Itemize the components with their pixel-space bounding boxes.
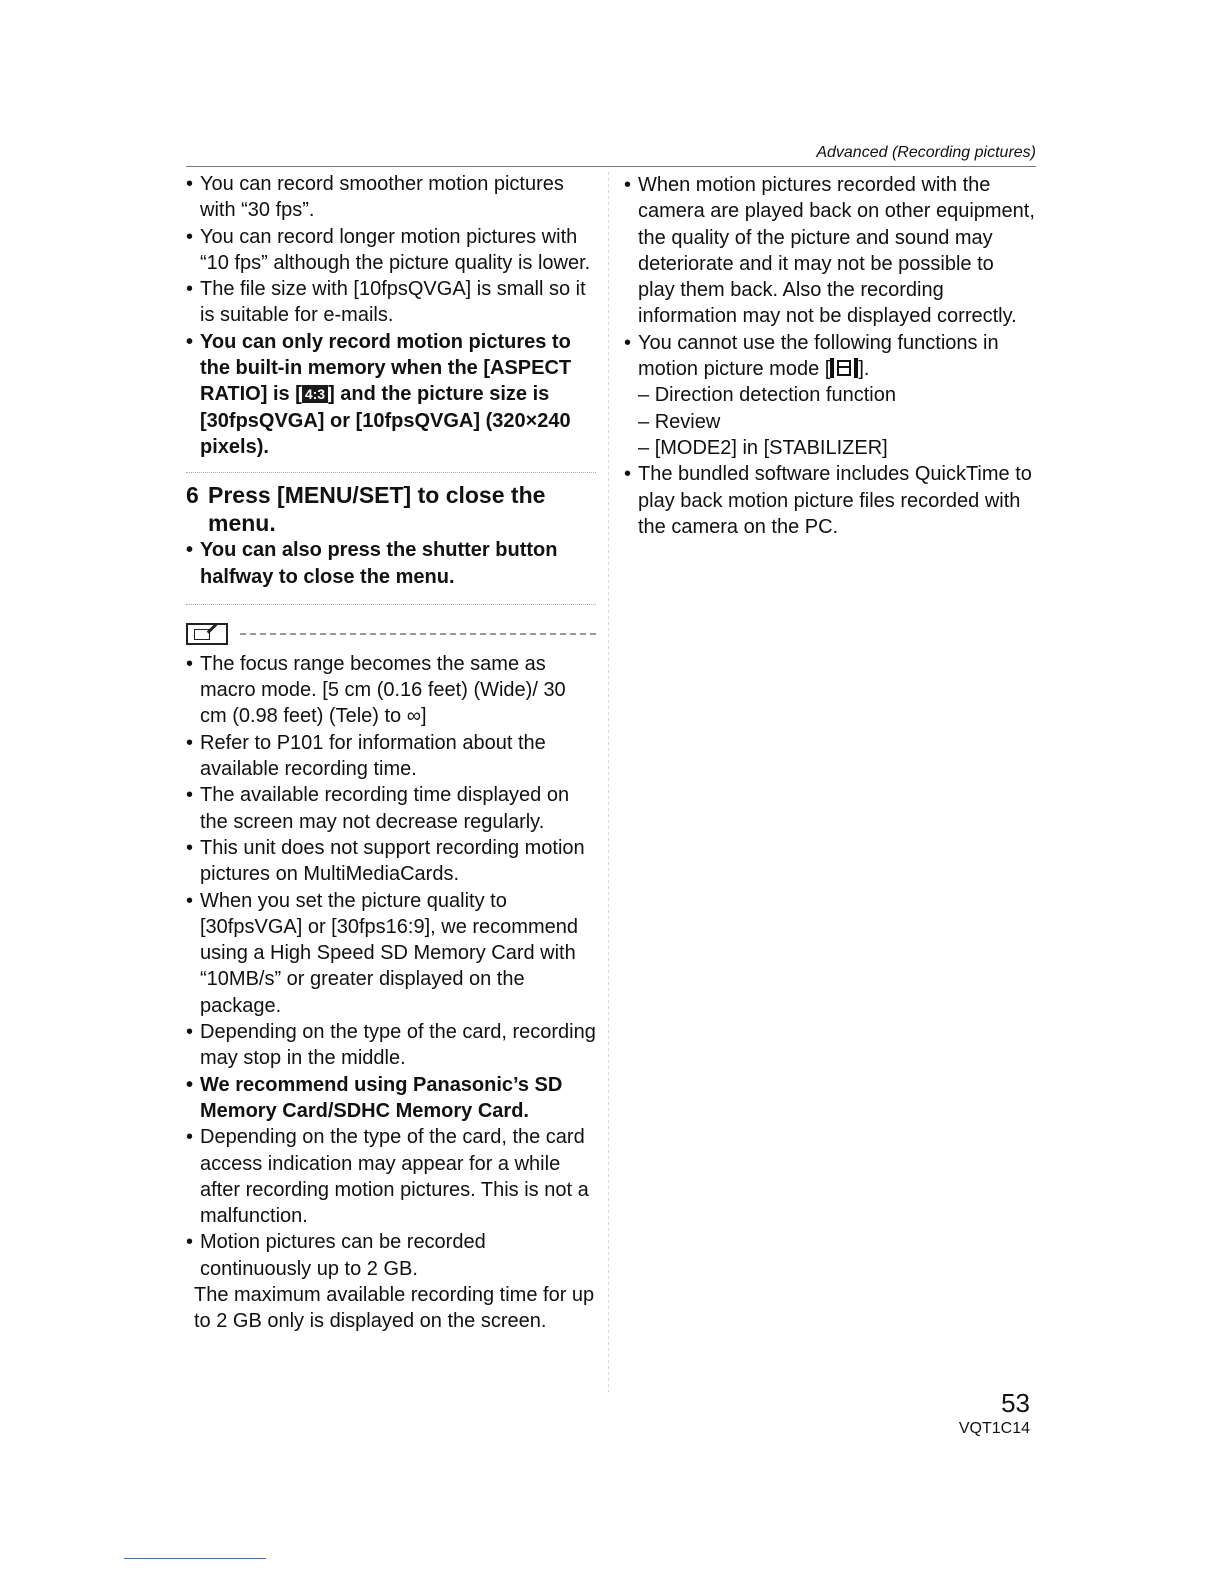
dash-item: – [MODE2] in [STABILIZER]	[638, 436, 888, 459]
note-dashed-rule	[240, 633, 596, 635]
right-bullet-text-1: You cannot use the following functions in motion picture mode [	[638, 331, 999, 381]
step-6	[186, 481, 596, 537]
right-column	[624, 172, 1036, 540]
note-item: • The focus range becomes the same as macro mode. [5 cm (0.16 feet) (Wide)/ 30 cm (0.98 feet) (Tele) to ∞]	[186, 651, 596, 730]
note-item: • Depending on the type of the card, recording may stop in the middle.	[186, 1019, 596, 1072]
step-text: Press [MENU/SET] to close the menu.	[208, 482, 546, 537]
step-sub-bullet: • You can also press the shutter button halfway to close the menu.	[186, 537, 596, 590]
note-item: • Refer to P101 for information about the available recording time.	[186, 730, 596, 783]
motion-picture-mode-icon	[830, 358, 858, 378]
right-bullet: • When motion pictures recorded with the camera are played back on other equipment, the quality of the picture and sound may deteriorate and it may not be possible to play them back. Also the recording information may not be displayed correctly.	[624, 172, 1036, 330]
dotted-divider	[186, 472, 596, 473]
bold-bullet-text-1: You can only record motion pictures to the built-in memory when the [ASPECT RATIO] is [	[200, 330, 572, 406]
bold-bullet-text-2: ] and the picture size is [30fpsQVGA] or [10fpsQVGA] (320×240 pixels).	[200, 383, 571, 458]
aspect-ratio-4-3-icon: 4:3	[302, 385, 328, 403]
document-code: VQT1C14	[958, 1420, 1030, 1437]
left-column	[186, 171, 596, 1335]
right-bullet	[624, 330, 1036, 383]
right-bullet-list-2	[624, 461, 1036, 540]
column-divider	[608, 172, 609, 1392]
right-bullet-text-2: ].	[858, 358, 870, 381]
intro-bullet-list	[186, 171, 596, 460]
note-item-bold: • We recommend using Panasonic’s SD Memory Card/SDHC Memory Card.	[186, 1072, 596, 1125]
notes-list	[186, 651, 596, 1282]
footer-rule	[124, 1558, 266, 1559]
note-item: • This unit does not support recording motion pictures on MultiMediaCards.	[186, 835, 596, 888]
intro-bullet: • You can record longer motion pictures with “10 fps” although the picture quality is lower.	[186, 224, 596, 277]
note-item: • Motion pictures can be recorded continuously up to 2 GB.	[186, 1229, 596, 1282]
right-bullet-list	[624, 172, 1036, 382]
notes-tail: The maximum available recording time for up to 2 GB only is displayed on the screen.	[194, 1283, 595, 1333]
step-sub-list	[186, 537, 596, 590]
intro-bullet: • You can record smoother motion pictures with “30 fps”.	[186, 171, 596, 224]
note-icon	[186, 623, 228, 645]
header-rule	[186, 166, 1036, 167]
dash-item: – Direction detection function	[638, 384, 896, 407]
dotted-divider	[186, 604, 596, 605]
step-number: 6	[186, 482, 199, 509]
dash-item: – Review	[638, 410, 721, 433]
page-number: 53	[1001, 1388, 1030, 1418]
section-title: Advanced (Recording pictures)	[816, 144, 1036, 161]
note-header	[186, 623, 596, 645]
note-item: • Depending on the type of the card, the card access indication may appear for a while after recording motion pictures. This is not a malfunction.	[186, 1124, 596, 1229]
intro-bullet: • The file size with [10fpsQVGA] is small so it is suitable for e-mails.	[186, 276, 596, 329]
note-item: • When you set the picture quality to [30fpsVGA] or [30fps16:9], we recommend using a High Speed SD Memory Card with “10MB/s” or greater displayed on the package.	[186, 888, 596, 1019]
bold-bullet	[186, 329, 596, 460]
right-bullet: • The bundled software includes QuickTime to play back motion picture files recorded with the camera on the PC.	[624, 461, 1036, 540]
note-item: • The available recording time displayed on the screen may not decrease regularly.	[186, 782, 596, 835]
